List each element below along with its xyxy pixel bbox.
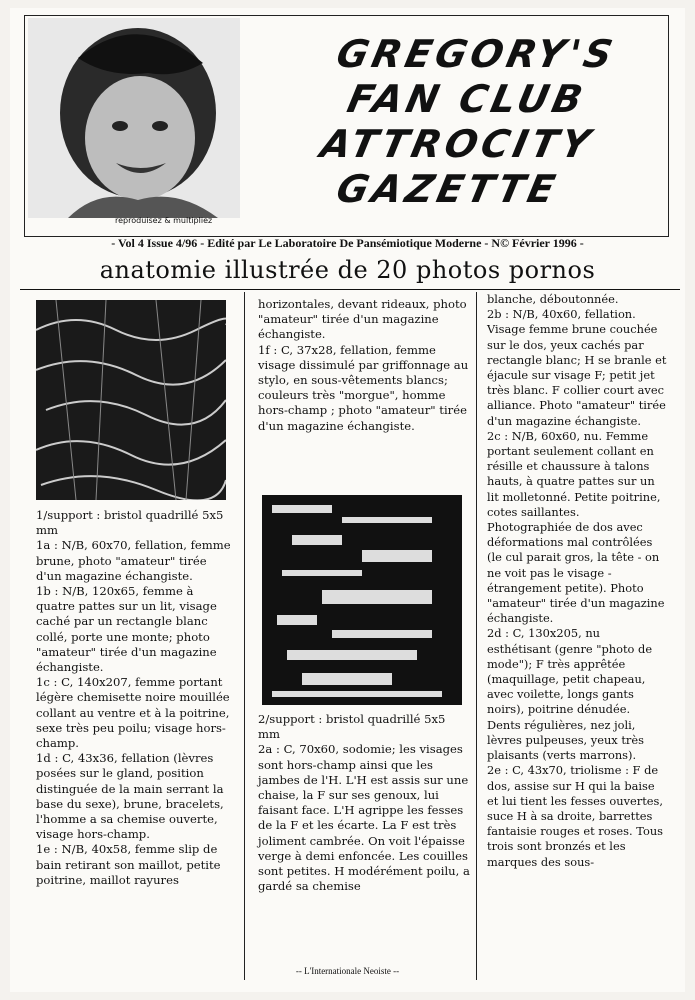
column-1-text bbox=[36, 508, 232, 888]
issue-line: - Vol 4 Issue 4/96 - Edité par Le Laboratoire De Pansémiotique Moderne - N© Février 1996 - bbox=[111, 236, 584, 250]
column-2-bottom-text bbox=[258, 712, 470, 894]
column-2-top-body: horizontales, devant rideaux, photo "amateur" tirée d'un magazine échangiste. 1f : C, 37x28, fellation, femme visage dissimulé par griffonnage au stylo, en sous-vêtements blancs; couleurs très "morgue", homme hors-champ ; photo "amateur" tirée d'un magazine échangiste. bbox=[258, 297, 469, 433]
collage-image-2 bbox=[262, 495, 462, 705]
column-2-top-text bbox=[258, 297, 470, 434]
masthead-title-line: ATTROCITY bbox=[316, 122, 598, 166]
masthead-title-line: GREGORY'S bbox=[332, 32, 621, 76]
column-divider bbox=[244, 292, 245, 980]
footer: -- L'Internationale Neoiste -- bbox=[295, 966, 400, 976]
column-divider bbox=[476, 292, 477, 980]
column-3-body: blanche, déboutonnée. 2b : N/B, 40x60, fellation. Visage femme brune couchée sur le dos, yeux cachés par rectangle blanc; H se branle et éjacule sur visage F; petit jet très blanc. F collier court avec alliance. Photo "amateur" tirée d'un magazine échangiste. 2c : N/B, 60x60, nu. Femme portant seulement collant en résille et chaussure à talons hauts, à quatre pattes sur un lit molletonné. Petite poitrine, cotes saillantes. Photographiée de dos avec déformations mal contrôlées (le cul parait gros, la tête - on ne voit pas le visage - étrangement petite). Photo "amateur" tirée d'un magazine échangiste. 2d : C, 130x205, nu esthétisant (genre "photo de mode"); F très apprêtée (maquillage, petit chapeau, avec voilette, longs gants noirs), poitrine dénudée. Dents régulières, nez joli, lèvres pulpeuses, yeux très plaisants (verts marrons). 2e : C, 43x70, triolisme : F de dos, assise sur H qui la baise et lui tient les fesses ouvertes, suce H à sa droite, barrettes fantaisie rouges et roses. Tous trois sont bronzés et les marques des sous- bbox=[487, 292, 667, 869]
photo-caption: reproduisez & multipliez bbox=[115, 216, 213, 225]
headline: anatomie illustrée de 20 photos pornos bbox=[99, 256, 596, 284]
collage-image-1 bbox=[36, 300, 226, 500]
masthead-title-line: GAZETTE bbox=[332, 167, 563, 211]
masthead-title-line: FAN CLUB bbox=[343, 77, 591, 121]
column-3-text bbox=[487, 292, 667, 870]
headline-rule bbox=[20, 289, 680, 290]
child-portrait-photo bbox=[28, 18, 240, 218]
column-1-body: 1/support : bristol quadrillé 5x5 mm 1a : N/B, 60x70, fellation, femme brune, photo "amateur" tirée d'un magazine échangiste. 1b : N/B, 120x65, femme à quatre pattes sur un lit, visage caché par un rectangle blanc collé, porte une monte; photo "amateur" tirée d'un magazine échangiste. 1c : C, 140x207, femme portant légère chemisette noire mouillée collant au ventre et à la poitrine, sexe très peu poilu; visage hors-champ. 1d : C, 43x36, fellation (lèvres posées sur le gland, position distinguée de la main serrant la base du sexe), brune, bracelets, l'homme a sa chemise ouverte, visage hors-champ. 1e : N/B, 40x58, femme slip de bain retirant son maillot, petite poitrine, maillot rayures bbox=[36, 508, 231, 887]
masthead-title bbox=[243, 32, 681, 212]
column-2-bottom-body: 2/support : bristol quadrillé 5x5 mm 2a : C, 70x60, sodomie; les visages sont hors-champ ainsi que les jambes de l'H. L'H est assis sur une chaise, la F sur ses genoux, lui faisant face. L'H agrippe les fesses de la F et les écarte. La F est très joliment cambrée. On voit l'épaisse verge à demi enfoncée. Les couilles sont petites. H modérément poilu, a gardé sa chemise bbox=[258, 712, 470, 894]
